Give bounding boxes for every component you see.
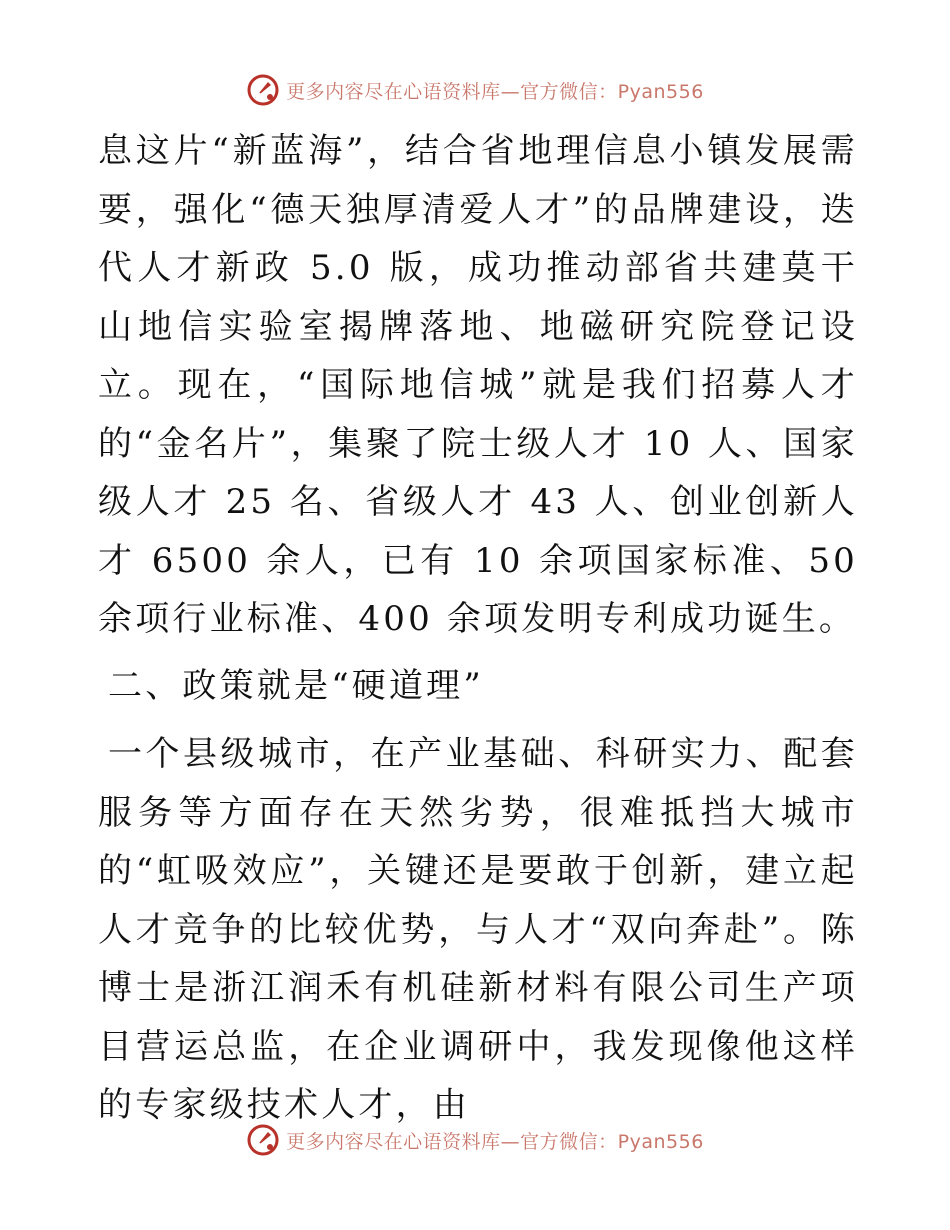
watermark-text: 更多内容尽在心语资料库—官方微信：Pyan556 (286, 80, 704, 103)
paragraph-continuation: 息这片“新蓝海”，结合省地理信息小镇发展需要，强化“德天独厚清爱人才”的品牌建设，迭代人才新政 5.0 版，成功推动部省共建莫干山地信实验室揭牌落地、地磁研究院登记设立。现在，“国际地信城”就是我们招募人才的“金名片”，集聚了院士级人才 10 人、国家级人才 25 名、省级人才 43 人、创业创新人才 6500 余人，已有 10 余项国家标准、50 余项行业标准、400 余项发明专利成功诞生。 (98, 131, 858, 639)
document-body (98, 122, 858, 1135)
header-watermark (0, 70, 950, 110)
paragraph-body: 一个县级城市，在产业基础、科研实力、配套服务等方面存在天然劣势，很难抵挡大城市的“虹吸效应”，关键还是要敢于创新，建立起人才竞争的比较优势，与人才“双向奔赴”。陈博士是浙江润禾有机硅新材料有限公司生产项目营运总监，在企业调研中，我发现像他这样的专家级技术人才，由 (98, 734, 858, 1125)
section-heading: 二、政策就是“硬道理” (108, 665, 484, 706)
footer-watermark (0, 1120, 950, 1160)
watermark-text: 更多内容尽在心语资料库—官方微信：Pyan556 (286, 1130, 704, 1153)
quill-logo-icon (246, 73, 280, 107)
quill-logo-icon (246, 1123, 280, 1157)
